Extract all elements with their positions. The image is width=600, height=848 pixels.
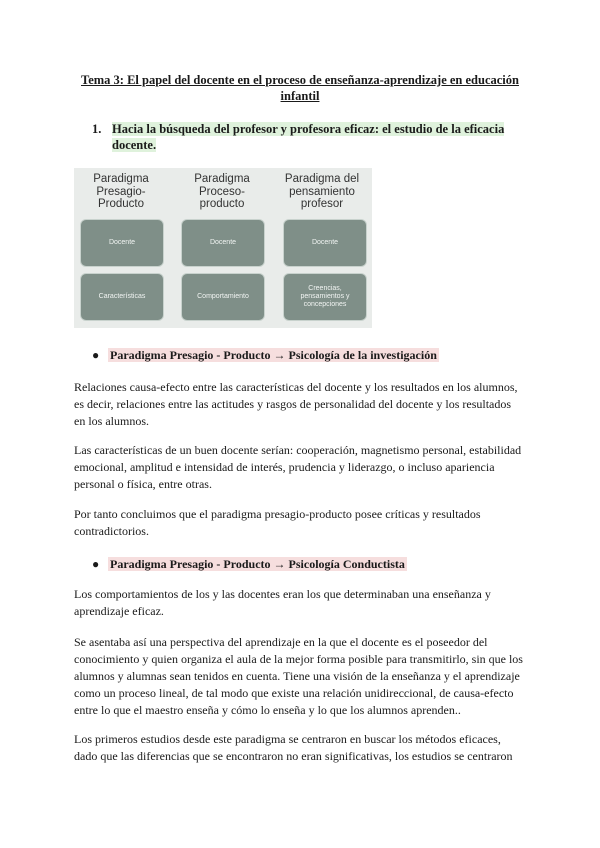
paragraph: Se asentaba así una perspectiva del aprendizaje en la que el docente es el poseedor del conocimiento y quien organiza el aula de la mejor forma posible para transmitirlo, sin que los alumnos y alumnas sean tenidos en cuenta. Tiene una visión de la enseñanza y el aprendizaje como un proceso lineal, de tal modo que existe una relación unidireccional, de causa-efecto entre lo que el maestro enseña y cómo lo enseña y lo que los alumnos aprenden.. — [74, 635, 523, 717]
paragraph: Relaciones causa-efecto entre las características del docente y los resultados en los alumnos, es decir, relaciones entre las actitudes y rasgos de personalidad del docente y los resultados en los alumnos. — [74, 380, 518, 428]
title-line: Tema 3: El papel del docente en el proceso de enseñanza-aprendizaje en educación — [81, 73, 519, 87]
bullet-heading — [92, 347, 439, 363]
bullet-heading-text: Paradigma Presagio - Producto → Psicología de la investigación — [110, 348, 437, 362]
paradigms-diagram — [74, 168, 372, 328]
bullet-heading-text: Paradigma Presagio - Producto → Psicología Conductista — [110, 557, 405, 571]
section-heading-line: docente. — [112, 138, 157, 152]
document-title — [74, 72, 526, 104]
paragraph: Los primeros estudios desde este paradigma se centraron en buscar los métodos eficaces, dado que las diferencias que se encontraron no eran significativas, los estudios se centraron — [74, 732, 513, 763]
bullet-marker: ● — [92, 557, 100, 571]
diagram-box: Docente — [80, 219, 164, 267]
paragraph: Las características de un buen docente serían: cooperación, magnetismo personal, estabilidad emocional, amplitud e intensidad de interés, prudencia y liderazgo, o incluso apariencia personal o física, entre otras. — [74, 443, 522, 491]
title-line: infantil — [280, 89, 320, 103]
section-heading — [92, 121, 532, 153]
paragraph: Por tanto concluimos que el paradigma presagio-producto posee críticas y resultados contradictorios. — [74, 507, 481, 538]
diagram-box: Características — [80, 273, 164, 321]
diagram-column-title: Paradigma del pensamiento profesor — [284, 173, 360, 210]
diagram-box: Docente — [283, 219, 367, 267]
diagram-box: Comportamiento — [181, 273, 265, 321]
bullet-heading — [92, 556, 407, 572]
section-number: 1. — [92, 122, 102, 136]
diagram-box: Docente — [181, 219, 265, 267]
diagram-box: Creencias, pensamientos y concepciones — [283, 273, 367, 321]
section-heading-line: Hacia la búsqueda del profesor y profesora eficaz: el estudio de la eficacia — [112, 122, 505, 136]
diagram-column-title: Paradigma Proceso- producto — [194, 173, 250, 210]
diagram-column-title: Paradigma Presagio- Producto — [93, 173, 149, 210]
paragraph: Los comportamientos de los y las docentes eran los que determinaban una enseñanza y aprendizaje eficaz. — [74, 587, 491, 618]
bullet-marker: ● — [92, 348, 100, 362]
